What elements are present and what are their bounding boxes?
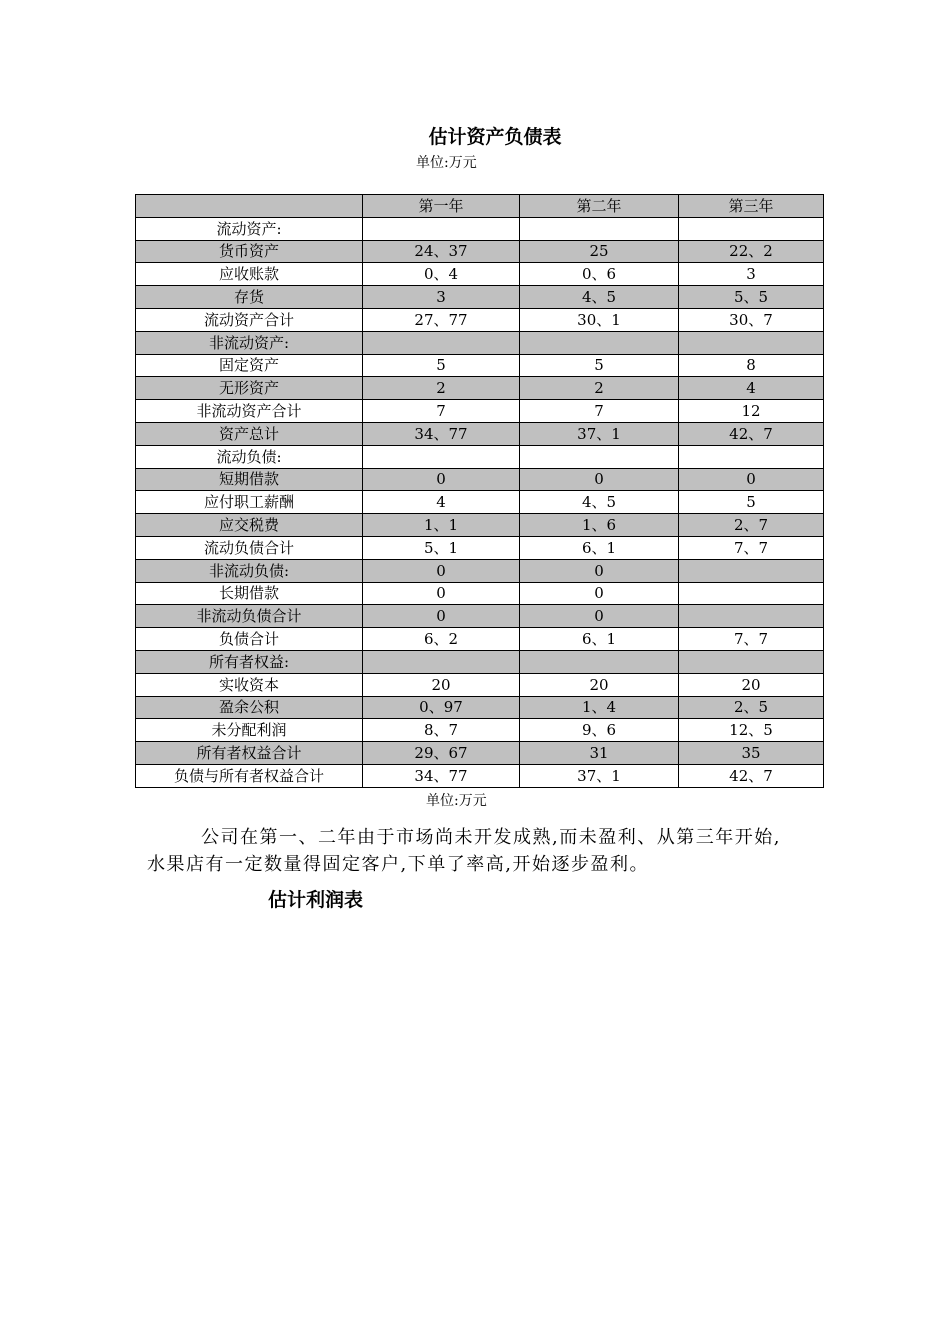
table-row — [136, 559, 824, 582]
value-cell — [679, 331, 824, 354]
value-cell: 1、1 — [363, 514, 520, 537]
value-cell: 24、37 — [363, 240, 520, 263]
value-cell: 20 — [520, 673, 679, 696]
value-cell: 1、6 — [520, 514, 679, 537]
value-cell: 8 — [679, 354, 824, 377]
value-cell: 3 — [363, 286, 520, 309]
row-label-cell: 盈余公积 — [136, 696, 363, 719]
row-label-cell: 实收资本 — [136, 673, 363, 696]
row-label-cell: 非流动负债: — [136, 559, 363, 582]
value-cell: 0 — [363, 605, 520, 628]
value-cell: 0 — [679, 468, 824, 491]
value-cell — [679, 559, 824, 582]
table-row — [136, 628, 824, 651]
value-cell: 30、7 — [679, 308, 824, 331]
row-label-cell: 非流动资产合计 — [136, 400, 363, 423]
table-row — [136, 673, 824, 696]
value-cell: 8、7 — [363, 719, 520, 742]
value-cell: 0 — [520, 468, 679, 491]
value-cell: 27、77 — [363, 308, 520, 331]
table-row — [136, 217, 824, 240]
value-cell: 5、5 — [679, 286, 824, 309]
table-row — [136, 536, 824, 559]
table-row — [136, 331, 824, 354]
table-row — [136, 605, 824, 628]
value-cell: 20 — [363, 673, 520, 696]
table-row — [136, 354, 824, 377]
table-row — [136, 582, 824, 605]
row-label-cell: 流动负债: — [136, 445, 363, 468]
row-label-cell: 负债合计 — [136, 628, 363, 651]
value-cell — [520, 217, 679, 240]
value-cell: 34、77 — [363, 764, 520, 787]
table-row — [136, 445, 824, 468]
table-row — [136, 286, 824, 309]
value-cell — [520, 331, 679, 354]
value-cell: 5 — [363, 354, 520, 377]
value-cell: 31 — [520, 742, 679, 765]
page-title: 估计资产负债表 — [428, 126, 562, 148]
value-cell — [679, 582, 824, 605]
value-cell: 37、1 — [520, 422, 679, 445]
value-cell: 0、97 — [363, 696, 520, 719]
value-cell: 4 — [363, 491, 520, 514]
value-cell: 0 — [363, 559, 520, 582]
value-cell: 3 — [679, 263, 824, 286]
row-label-cell: 流动资产合计 — [136, 308, 363, 331]
value-cell: 1、4 — [520, 696, 679, 719]
value-cell: 34、77 — [363, 422, 520, 445]
value-cell: 37、1 — [520, 764, 679, 787]
table-row — [136, 377, 824, 400]
value-cell: 7、7 — [679, 536, 824, 559]
row-label-cell: 资产总计 — [136, 422, 363, 445]
row-label-cell: 存货 — [136, 286, 363, 309]
row-label-cell: 应付职工薪酬 — [136, 491, 363, 514]
value-cell: 9、6 — [520, 719, 679, 742]
value-cell: 7 — [363, 400, 520, 423]
row-label-cell: 应收账款 — [136, 263, 363, 286]
value-cell: 42、7 — [679, 764, 824, 787]
row-label-cell: 所有者权益合计 — [136, 742, 363, 765]
row-label-cell: 未分配利润 — [136, 719, 363, 742]
value-cell: 20 — [679, 673, 824, 696]
table-row — [136, 308, 824, 331]
value-cell: 5 — [520, 354, 679, 377]
value-cell: 第一年 — [363, 195, 520, 218]
value-cell: 4、5 — [520, 286, 679, 309]
section-title: 估计利润表 — [268, 889, 364, 911]
value-cell — [679, 605, 824, 628]
table-row — [136, 514, 824, 537]
value-cell: 0 — [520, 605, 679, 628]
row-label-cell: 流动资产: — [136, 217, 363, 240]
unit-label-bottom: 单位:万元 — [426, 793, 487, 809]
value-cell: 7 — [520, 400, 679, 423]
table-header-row — [136, 195, 824, 218]
table-row — [136, 263, 824, 286]
value-cell: 30、1 — [520, 308, 679, 331]
value-cell: 4、5 — [520, 491, 679, 514]
row-label-cell: 应交税费 — [136, 514, 363, 537]
value-cell: 6、1 — [520, 536, 679, 559]
body-paragraph: 公司在第一、二年由于市场尚未开发成熟,而未盈利、从第三年开始,水果店有一定数量得固定客户,下单了率高,开始逐步盈利。 — [147, 827, 781, 875]
value-cell: 0 — [520, 582, 679, 605]
row-label-cell: 非流动负债合计 — [136, 605, 363, 628]
table-row — [136, 650, 824, 673]
value-cell: 35 — [679, 742, 824, 765]
value-cell: 7、7 — [679, 628, 824, 651]
row-label-cell: 固定资产 — [136, 354, 363, 377]
row-label-cell: 所有者权益: — [136, 650, 363, 673]
table-row — [136, 422, 824, 445]
value-cell: 6、1 — [520, 628, 679, 651]
table-row — [136, 764, 824, 787]
value-cell — [520, 650, 679, 673]
value-cell — [363, 445, 520, 468]
value-cell: 第二年 — [520, 195, 679, 218]
value-cell: 4 — [679, 377, 824, 400]
value-cell: 0 — [363, 582, 520, 605]
value-cell: 2 — [520, 377, 679, 400]
value-cell: 5、1 — [363, 536, 520, 559]
value-cell: 22、2 — [679, 240, 824, 263]
value-cell: 0 — [363, 468, 520, 491]
row-label-cell: 短期借款 — [136, 468, 363, 491]
unit-label-top: 单位:万元 — [416, 155, 477, 171]
value-cell: 5 — [679, 491, 824, 514]
table-row — [136, 742, 824, 765]
value-cell: 2 — [363, 377, 520, 400]
value-cell: 42、7 — [679, 422, 824, 445]
value-cell: 29、67 — [363, 742, 520, 765]
value-cell — [363, 650, 520, 673]
value-cell: 12 — [679, 400, 824, 423]
value-cell — [363, 217, 520, 240]
table-row — [136, 696, 824, 719]
table-row — [136, 468, 824, 491]
value-cell: 0、4 — [363, 263, 520, 286]
value-cell — [363, 331, 520, 354]
value-cell: 25 — [520, 240, 679, 263]
row-label-cell: 负债与所有者权益合计 — [136, 764, 363, 787]
balance-sheet-table — [135, 194, 824, 788]
table-row — [136, 491, 824, 514]
value-cell: 6、2 — [363, 628, 520, 651]
row-label-cell: 无形资产 — [136, 377, 363, 400]
value-cell: 0、6 — [520, 263, 679, 286]
value-cell — [520, 445, 679, 468]
value-cell: 12、5 — [679, 719, 824, 742]
row-label-cell: 货币资产 — [136, 240, 363, 263]
row-label-cell: 流动负债合计 — [136, 536, 363, 559]
value-cell: 第三年 — [679, 195, 824, 218]
value-cell: 2、5 — [679, 696, 824, 719]
value-cell: 2、7 — [679, 514, 824, 537]
row-label-cell — [136, 195, 363, 218]
value-cell — [679, 650, 824, 673]
row-label-cell: 长期借款 — [136, 582, 363, 605]
row-label-cell: 非流动资产: — [136, 331, 363, 354]
table-row — [136, 400, 824, 423]
value-cell: 0 — [520, 559, 679, 582]
value-cell — [679, 217, 824, 240]
value-cell — [679, 445, 824, 468]
table-row — [136, 240, 824, 263]
table-row — [136, 719, 824, 742]
